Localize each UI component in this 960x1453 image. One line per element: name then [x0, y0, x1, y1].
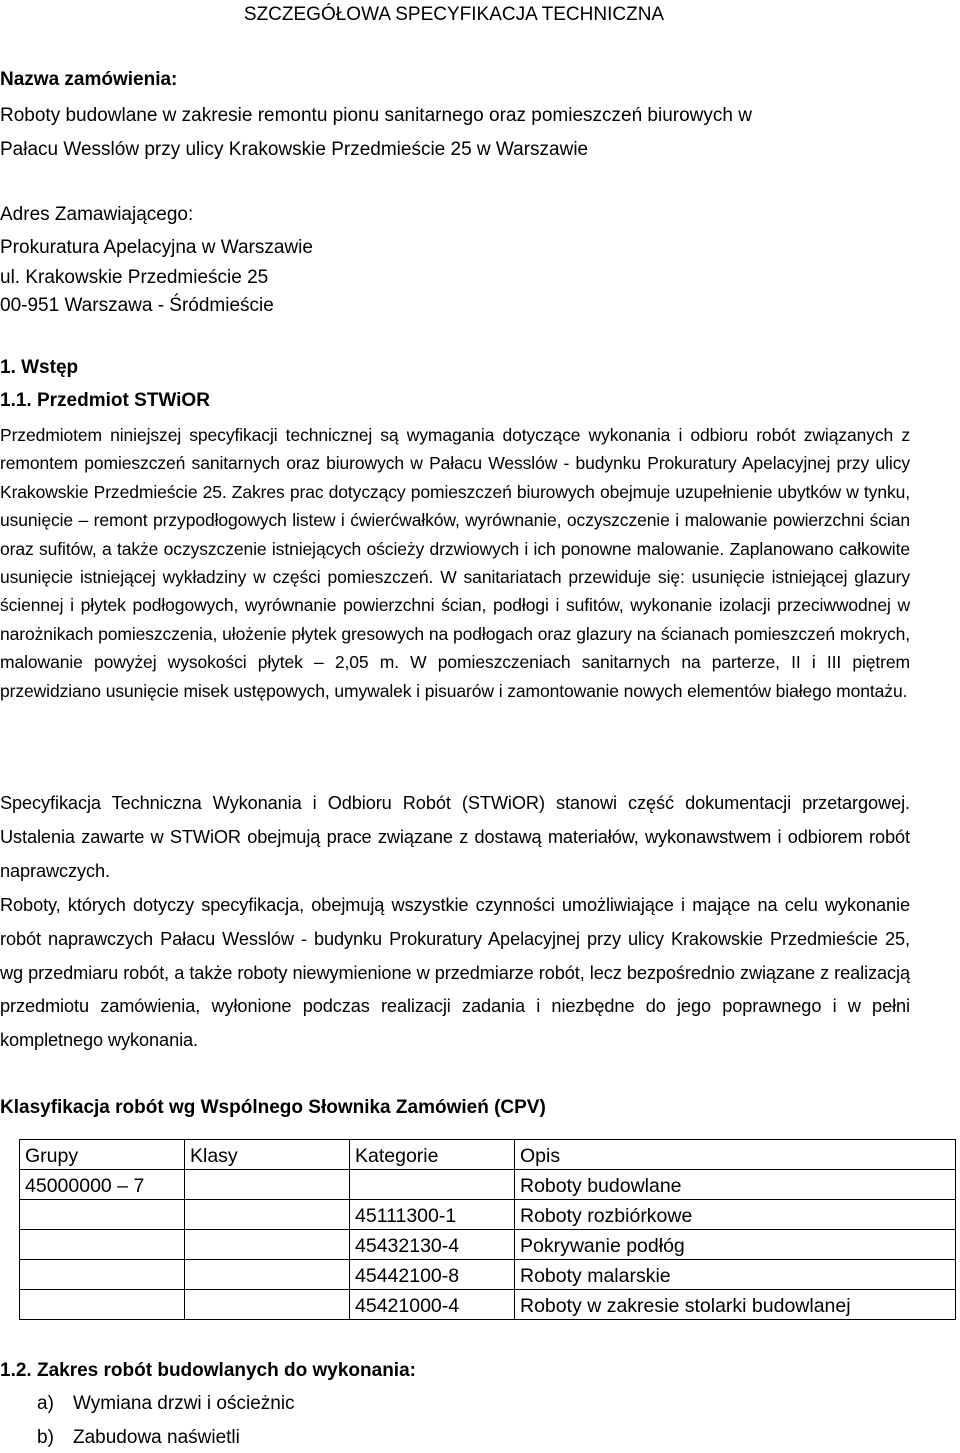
list-marker-a: a)	[37, 1393, 54, 1414]
address-label: Adres Zamawiającego:	[0, 204, 194, 225]
paragraph-subject: Przedmiotem niniejszej specyfikacji technicznej są wymagania dotyczące wykonania i odbioru robót związanych z remontem pomieszczeń sanitarnych oraz biurowych w Pałacu Wesslów - budynku Prokuratury Apelacyjnej przy ulicy Krakowskie Przedmieście 25. Zakres prac dotyczący pomieszczeń biurowych obejmuje uzupełnienie ubytków w tynku, usunięcie – remont przypodłogowych listew i ćwierćwałków, wyrównanie, oczyszczenie i malowanie powierzchni ścian oraz sufitów, a także oczyszczenie istniejących ościeży drzwiowych i ich ponowne malowanie. Zaplanowano całkowite usunięcie istniejącej wykładziny w części pomieszczeń. W sanitariatach przewiduje się: usunięcie istniejącej glazury ściennej i płytek podłogowych, wyrównanie powierzchni ścian, podłogi i sufitów, wykonanie izolacji przeciwwodnej w narożnikach pomieszczenia, ułożenie płytek gresowych na podłogach oraz glazury na ścianach pomieszczeń mokrych, malowanie powyżej wysokości płytek – 2,05 m. W pomieszczeniach sanitarnych na parterze, II i III piętrem przewidziano usunięcie misek ustępowych, umywalek i pisuarów i zamontowanie nowych elementów białego montażu.	[0, 425, 910, 701]
address-line2: ul. Krakowskie Przedmieście 25	[0, 267, 269, 288]
section-1-2-heading: 1.2. Zakres robót budowlanych do wykonania:	[0, 1360, 416, 1381]
cpv-cell: Roboty budowlane	[515, 1170, 956, 1200]
cpv-cell	[185, 1290, 350, 1320]
cpv-cell	[20, 1230, 185, 1260]
list-marker-b: b)	[37, 1427, 54, 1448]
order-name-line1: Roboty budowlane w zakresie remontu pionu sanitarnego oraz pomieszczeń biurowych w	[0, 105, 752, 126]
table-row	[20, 1230, 956, 1260]
cpv-header-classes: Klasy	[185, 1140, 350, 1170]
cpv-heading: Klasyfikacja robót wg Wspólnego Słownika Zamówień (CPV)	[0, 1097, 546, 1118]
cpv-cell: 45421000-4	[350, 1290, 515, 1320]
table-row	[20, 1290, 956, 1320]
cpv-cell	[185, 1200, 350, 1230]
cpv-cell: Roboty w zakresie stolarki budowlanej	[515, 1290, 956, 1320]
paragraph-scope: Roboty, których dotyczy specyfikacja, obejmują wszystkie czynności umożliwiające i mające na celu wykonanie robót naprawczych Pałacu Wesslów - budynku Prokuratury Apelacyjnej przy ulicy Krakowskie Przedmieście 25, wg przedmiaru robót, a także roboty niewymienione w przedmiarze robót, lecz bezpośrednio związane z realizacją przedmiotu zamówienia, wyłonione podczas realizacji zadania i niezbędne do jego poprawnego i w pełni kompletnego wykonania.	[0, 895, 910, 1051]
order-name-label: Nazwa zamówienia:	[0, 69, 178, 90]
cpv-cell: Roboty rozbiórkowe	[515, 1200, 956, 1230]
cpv-cell	[185, 1170, 350, 1200]
cpv-cell: 45111300-1	[350, 1200, 515, 1230]
cpv-cell	[185, 1230, 350, 1260]
table-row	[20, 1200, 956, 1230]
address-line1: Prokuratura Apelacyjna w Warszawie	[0, 237, 313, 258]
cpv-cell: 45432130-4	[350, 1230, 515, 1260]
table-row	[20, 1170, 956, 1200]
order-name-line2: Pałacu Wesslów przy ulicy Krakowskie Przedmieście 25 w Warszawie	[0, 139, 589, 160]
cpv-cell	[20, 1290, 185, 1320]
section-1-heading: 1. Wstęp	[0, 357, 79, 378]
cpv-cell: Roboty malarskie	[515, 1260, 956, 1290]
cpv-cell: 45000000 – 7	[20, 1170, 185, 1200]
cpv-header-groups: Grupy	[20, 1140, 185, 1170]
cpv-cell	[185, 1260, 350, 1290]
cpv-header-row	[20, 1140, 956, 1170]
address-line3: 00-951 Warszawa - Śródmieście	[0, 295, 274, 316]
cpv-cell: 45442100-8	[350, 1260, 515, 1290]
document-title: SZCZEGÓŁOWA SPECYFIKACJA TECHNICZNA	[243, 4, 665, 25]
cpv-cell	[350, 1170, 515, 1200]
paragraph-stwior: Specyfikacja Techniczna Wykonania i Odbioru Robót (STWiOR) stanowi część dokumentacji przetargowej. Ustalenia zawarte w STWiOR obejmują prace związane z dostawą materiałów, wykonawstwem i odbiorem robót naprawczych.	[0, 793, 910, 881]
cpv-cell	[20, 1200, 185, 1230]
cpv-table	[19, 1139, 956, 1320]
cpv-header-categories: Kategorie	[350, 1140, 515, 1170]
cpv-cell: Pokrywanie podłóg	[515, 1230, 956, 1260]
list-item: Wymiana drzwi i ościeżnic	[73, 1393, 295, 1414]
cpv-cell	[20, 1260, 185, 1290]
list-item: Zabudowa naświetli	[73, 1427, 240, 1448]
table-row	[20, 1260, 956, 1290]
cpv-header-description: Opis	[515, 1140, 956, 1170]
section-1-1-heading: 1.1. Przedmiot STWiOR	[0, 390, 210, 411]
